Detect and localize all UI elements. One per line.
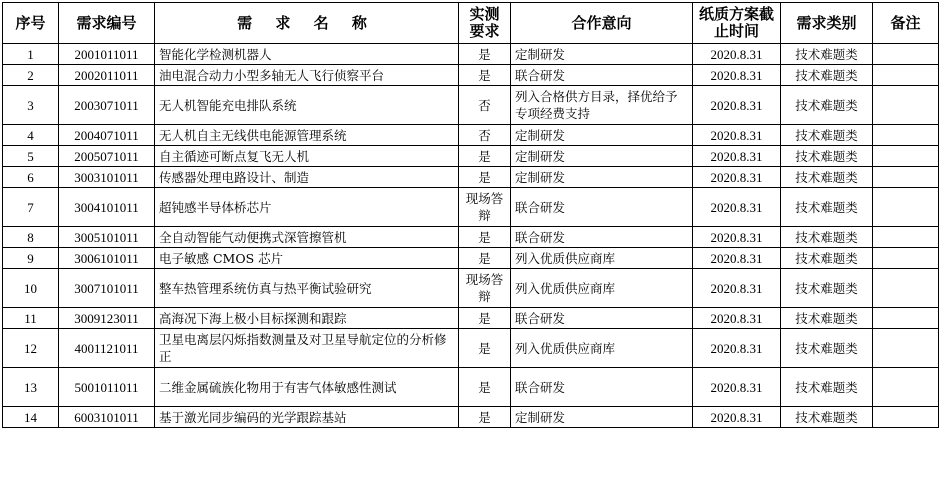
cell-category: 技术难题类 — [781, 167, 873, 188]
table-row — [3, 44, 939, 65]
cell-test-requirement: 现场答辩 — [459, 188, 511, 227]
cell-cooperation: 联合研发 — [511, 188, 693, 227]
cell-test-requirement: 是 — [459, 308, 511, 329]
header-cooperation: 合作意向 — [511, 3, 693, 44]
cell-remark — [873, 188, 939, 227]
cell-name: 超钝感半导体桥芯片 — [155, 188, 459, 227]
cell-deadline: 2020.8.31 — [693, 308, 781, 329]
cell-cooperation: 联合研发 — [511, 227, 693, 248]
cell-name: 全自动智能气动便携式深管擦管机 — [155, 227, 459, 248]
table-row — [3, 308, 939, 329]
cell-seq: 6 — [3, 167, 59, 188]
cell-deadline: 2020.8.31 — [693, 146, 781, 167]
header-seq: 序号 — [3, 3, 59, 44]
table-body — [3, 44, 939, 428]
cell-test-requirement: 是 — [459, 227, 511, 248]
cell-seq: 11 — [3, 308, 59, 329]
cell-name: 电子敏感 CMOS 芯片 — [155, 248, 459, 269]
cell-category: 技术难题类 — [781, 329, 873, 368]
cell-test-requirement: 否 — [459, 125, 511, 146]
cell-code: 2005071011 — [59, 146, 155, 167]
cell-remark — [873, 65, 939, 86]
cell-code: 6003101011 — [59, 407, 155, 428]
cell-category: 技术难题类 — [781, 44, 873, 65]
cell-remark — [873, 269, 939, 308]
cell-remark — [873, 308, 939, 329]
cell-seq: 3 — [3, 86, 59, 125]
cell-deadline: 2020.8.31 — [693, 44, 781, 65]
cell-category: 技术难题类 — [781, 308, 873, 329]
cell-deadline: 2020.8.31 — [693, 248, 781, 269]
cell-seq: 4 — [3, 125, 59, 146]
cell-seq: 13 — [3, 368, 59, 407]
table-row — [3, 167, 939, 188]
cell-category: 技术难题类 — [781, 188, 873, 227]
cell-remark — [873, 227, 939, 248]
cell-cooperation: 列入优质供应商库 — [511, 329, 693, 368]
cell-remark — [873, 86, 939, 125]
cell-name: 智能化学检测机器人 — [155, 44, 459, 65]
table-row — [3, 269, 939, 308]
header-deadline: 纸质方案截止时间 — [693, 3, 781, 44]
cell-remark — [873, 44, 939, 65]
header-name: 需 求 名 称 — [155, 3, 459, 44]
cell-remark — [873, 248, 939, 269]
cell-seq: 10 — [3, 269, 59, 308]
cell-code: 2004071011 — [59, 125, 155, 146]
requirements-table — [2, 2, 939, 428]
requirements-table-container — [2, 2, 938, 428]
cell-name: 二维金属硫族化物用于有害气体敏感性测试 — [155, 368, 459, 407]
cell-deadline: 2020.8.31 — [693, 65, 781, 86]
header-remark: 备注 — [873, 3, 939, 44]
cell-remark — [873, 368, 939, 407]
cell-name: 卫星电离层闪烁指数测量及对卫星导航定位的分析修正 — [155, 329, 459, 368]
cell-cooperation: 定制研发 — [511, 167, 693, 188]
cell-test-requirement: 否 — [459, 86, 511, 125]
cell-code: 4001121011 — [59, 329, 155, 368]
cell-remark — [873, 329, 939, 368]
cell-name: 无人机智能充电排队系统 — [155, 86, 459, 125]
cell-cooperation: 联合研发 — [511, 368, 693, 407]
table-row — [3, 146, 939, 167]
cell-code: 2002011011 — [59, 65, 155, 86]
cell-deadline: 2020.8.31 — [693, 329, 781, 368]
cell-code: 2001011011 — [59, 44, 155, 65]
cell-remark — [873, 125, 939, 146]
cell-deadline: 2020.8.31 — [693, 188, 781, 227]
cell-deadline: 2020.8.31 — [693, 368, 781, 407]
cell-code: 3006101011 — [59, 248, 155, 269]
cell-category: 技术难题类 — [781, 407, 873, 428]
cell-remark — [873, 167, 939, 188]
cell-code: 3007101011 — [59, 269, 155, 308]
cell-deadline: 2020.8.31 — [693, 227, 781, 248]
cell-code: 3004101011 — [59, 188, 155, 227]
table-row — [3, 65, 939, 86]
cell-code: 3005101011 — [59, 227, 155, 248]
cell-code: 3003101011 — [59, 167, 155, 188]
table-header-row — [3, 3, 939, 44]
cell-category: 技术难题类 — [781, 125, 873, 146]
table-row — [3, 407, 939, 428]
cell-name: 高海况下海上极小目标探测和跟踪 — [155, 308, 459, 329]
cell-cooperation: 列入合格供方目录，择优给予专项经费支持 — [511, 86, 693, 125]
cell-cooperation: 列入优质供应商库 — [511, 248, 693, 269]
cell-cooperation: 定制研发 — [511, 125, 693, 146]
cell-test-requirement: 是 — [459, 44, 511, 65]
cell-remark — [873, 146, 939, 167]
cell-test-requirement: 是 — [459, 248, 511, 269]
cell-name: 基于激光同步编码的光学跟踪基站 — [155, 407, 459, 428]
cell-deadline: 2020.8.31 — [693, 407, 781, 428]
cell-name: 无人机自主无线供电能源管理系统 — [155, 125, 459, 146]
cell-cooperation: 定制研发 — [511, 44, 693, 65]
cell-category: 技术难题类 — [781, 65, 873, 86]
cell-seq: 8 — [3, 227, 59, 248]
cell-seq: 5 — [3, 146, 59, 167]
cell-code: 3009123011 — [59, 308, 155, 329]
header-category: 需求类别 — [781, 3, 873, 44]
cell-category: 技术难题类 — [781, 248, 873, 269]
cell-seq: 2 — [3, 65, 59, 86]
cell-name: 油电混合动力小型多轴无人飞行侦察平台 — [155, 65, 459, 86]
cell-remark — [873, 407, 939, 428]
cell-code: 5001011011 — [59, 368, 155, 407]
cell-seq: 9 — [3, 248, 59, 269]
cell-cooperation: 联合研发 — [511, 65, 693, 86]
cell-test-requirement: 是 — [459, 65, 511, 86]
cell-cooperation: 列入优质供应商库 — [511, 269, 693, 308]
header-test-requirement: 实测要求 — [459, 3, 511, 44]
cell-name: 传感器处理电路设计、制造 — [155, 167, 459, 188]
cell-seq: 14 — [3, 407, 59, 428]
cell-deadline: 2020.8.31 — [693, 125, 781, 146]
cell-code: 2003071011 — [59, 86, 155, 125]
cell-deadline: 2020.8.31 — [693, 269, 781, 308]
cell-test-requirement: 是 — [459, 329, 511, 368]
cell-test-requirement: 是 — [459, 407, 511, 428]
table-row — [3, 86, 939, 125]
table-row — [3, 125, 939, 146]
cell-category: 技术难题类 — [781, 227, 873, 248]
cell-test-requirement: 是 — [459, 167, 511, 188]
cell-deadline: 2020.8.31 — [693, 86, 781, 125]
table-row — [3, 368, 939, 407]
header-code: 需求编号 — [59, 3, 155, 44]
cell-name: 整车热管理系统仿真与热平衡试验研究 — [155, 269, 459, 308]
cell-test-requirement: 现场答辩 — [459, 269, 511, 308]
cell-category: 技术难题类 — [781, 86, 873, 125]
cell-category: 技术难题类 — [781, 368, 873, 407]
cell-category: 技术难题类 — [781, 146, 873, 167]
cell-seq: 12 — [3, 329, 59, 368]
table-row — [3, 248, 939, 269]
table-row — [3, 188, 939, 227]
cell-test-requirement: 是 — [459, 146, 511, 167]
table-row — [3, 329, 939, 368]
table-row — [3, 227, 939, 248]
cell-category: 技术难题类 — [781, 269, 873, 308]
cell-seq: 1 — [3, 44, 59, 65]
cell-name: 自主循迹可断点复飞无人机 — [155, 146, 459, 167]
cell-cooperation: 联合研发 — [511, 308, 693, 329]
cell-test-requirement: 是 — [459, 368, 511, 407]
cell-deadline: 2020.8.31 — [693, 167, 781, 188]
cell-seq: 7 — [3, 188, 59, 227]
cell-cooperation: 定制研发 — [511, 407, 693, 428]
cell-cooperation: 定制研发 — [511, 146, 693, 167]
